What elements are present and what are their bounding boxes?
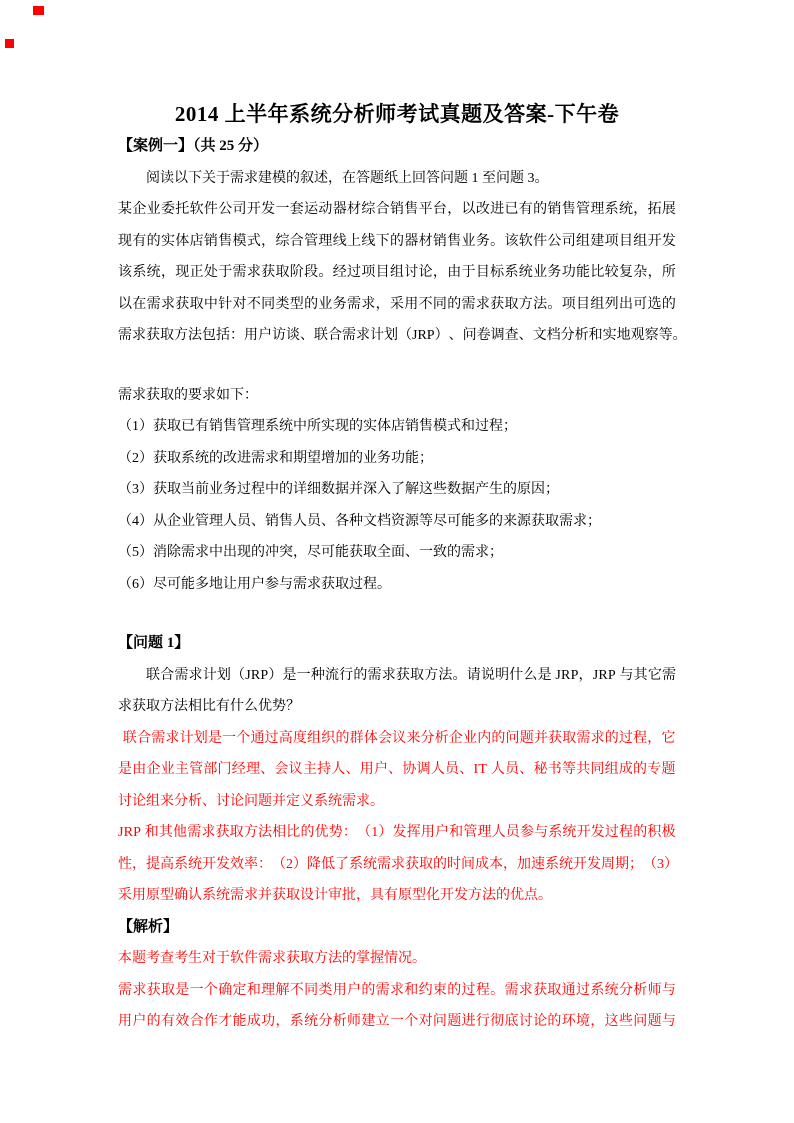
document-content	[118, 131, 687, 1038]
requirement-2-line-1: （2）获取系统的改进需求和期望增加的业务功能；	[118, 450, 433, 466]
answer1-para1	[118, 723, 676, 818]
answer1-para2-line-2: 性 ， 提 高 系 统 开 发 效 率 ： （ 2 ） 降 低 了 系 统 需 求 获 取 的 时 间 成 本 ， 加 速 系 统 开 发 周 期 ； （ 3 ）	[118, 856, 678, 872]
case1-background-line-1: 某 企 业 委 托 软 件 公 司 开 发 一 套 运 动 器 材 综 合 销 售 平 台 ， 以 改 进 已 有 的 销 售 管 理 系 统 ， 拓 展	[118, 202, 676, 217]
answer1-para2	[118, 817, 676, 912]
analysis-para1	[118, 943, 676, 975]
analysis-para2-line-2: 用 户 的 有 效 合 作 才 能 成 功 ， 系 统 分 析 师 建 立 一 个 对 问 题 进 行 彻 底 讨 论 的 环 境 ， 这 些 问 题 与	[118, 1014, 676, 1029]
analysis-heading	[118, 912, 676, 944]
requirement-3	[118, 474, 676, 506]
analysis-para2-line-1: 需 求 获 取 是 一 个 确 定 和 理 解 不 同 类 用 户 的 需 求 和 约 束 的 过 程 。 需 求 获 取 通 过 系 统 分 析 师 与	[118, 982, 676, 998]
answer1-para2-line-3: 采用原型确认系统需求并获取设计审批，具有原型化开发方法的优点。	[118, 888, 552, 903]
paragraph-gap-2	[118, 600, 676, 628]
red-annotation-mark-1	[33, 6, 44, 15]
requirements-lead	[118, 380, 676, 412]
case1-background-line-2: 现 有 的 实 体 店 销 售 模 式 ， 综 合 管 理 线 上 线 下 的 器 材 销 售 业 务 。 该 软 件 公 司 组 建 项 目 组 开 发	[118, 233, 676, 249]
case1-heading	[118, 131, 676, 163]
requirement-1	[118, 411, 676, 443]
requirement-1-line-1: （1）获取已有销售管理系统中所实现的实体店销售模式和过程；	[118, 419, 517, 434]
answer1-para2-line-1: J R P 和 其 他 需 求 获 取 方 法 相 比 的 优 势 ： （ 1 ） 发 挥 用 户 和 管 理 人 员 参 与 系 统 开 发 过 程 的 积 极	[118, 825, 676, 840]
analysis-heading-line-1: 【解析】	[118, 918, 179, 935]
question1-body-line-1: 联 合 需 求 计 划 （ J R P ） 是 一 种 流 行 的 需 求 获 取 方 法 。 请 说 明 什 么 是 J R P ， J R P 与 其 它 需	[146, 667, 676, 683]
case1-intro	[118, 163, 676, 195]
requirement-4	[118, 506, 676, 538]
case1-heading-line-1: 【案例一】（共 25 分）	[118, 138, 269, 154]
requirements-lead-line-1: 需求获取的要求如下：	[118, 387, 258, 403]
case1-background-line-5: 需 求 获 取 方 法 包 括 ： 用 户 访 谈 、 联 合 需 求 计 划 （ J R P ） 、 问 卷 调 查 、 文 档 分 析 和 实 地 观 察 等 。	[118, 328, 687, 343]
requirement-5	[118, 537, 676, 569]
case1-intro-line-1: 阅读以下关于需求建模的叙述，在答题纸上回答问题 1 至问题 3。	[146, 170, 549, 186]
question1-heading-line-1: 【问题 1】	[118, 635, 190, 651]
requirement-4-line-1: （4）从企业管理人员、销售人员、各种文档资源等尽可能多的来源获取需求；	[118, 513, 601, 529]
question1-heading	[118, 628, 676, 660]
answer1-para1-line-1: 联 合 需 求 计 划 是 一 个 通 过 高 度 组 织 的 群 体 会 议 来 分 析 企 业 内 的 问 题 并 获 取 需 求 的 过 程 ， 它	[122, 730, 676, 746]
requirement-5-line-1: （5）消除需求中出现的冲突，尽可能获取全面、一致的需求；	[118, 545, 503, 560]
answer1-para1-line-2: 是 由 企 业 主 管 部 门 经 理 、 会 议 主 持 人 、 用 户 、 协 调 人 员 、 I T 人 员 、 秘 书 等 共 同 组 成 的 专 题	[118, 762, 676, 777]
analysis-para1-line-1: 本题考查考生对于软件需求获取方法的掌握情况。	[118, 951, 426, 966]
case1-background-line-3: 该 系 统 ， 现 正 处 于 需 求 获 取 阶 段 。 经 过 项 目 组 讨 论 ， 由 于 目 标 系 统 业 务 功 能 比 较 复 杂 ， 所	[118, 265, 676, 280]
requirement-6-line-1: （6）尽可能多地让用户参与需求获取过程。	[118, 576, 391, 592]
requirement-3-line-1: （3）获取当前业务过程中的详细数据并深入了解这些数据产生的原因；	[118, 482, 559, 497]
requirement-6	[118, 569, 676, 601]
answer1-para1-line-3: 讨论组来分析、讨论问题并定义系统需求。	[118, 793, 384, 809]
red-annotation-mark-2	[5, 39, 14, 48]
document-title: 2014 上半年系统分析师考试真题及答案-下午卷	[174, 102, 620, 126]
case1-background-line-4: 以 在 需 求 获 取 中 针 对 不 同 类 型 的 业 务 需 求 ， 采 用 不 同 的 需 求 获 取 方 法 。 项 目 组 列 出 可 选 的	[118, 296, 676, 312]
requirement-2	[118, 443, 676, 475]
question1-body	[118, 660, 676, 723]
question1-body-line-2: 求获取方法相比有什么优势？	[118, 699, 300, 714]
case1-background	[118, 194, 687, 352]
paragraph-gap-1	[118, 352, 676, 380]
analysis-para2	[118, 975, 676, 1038]
